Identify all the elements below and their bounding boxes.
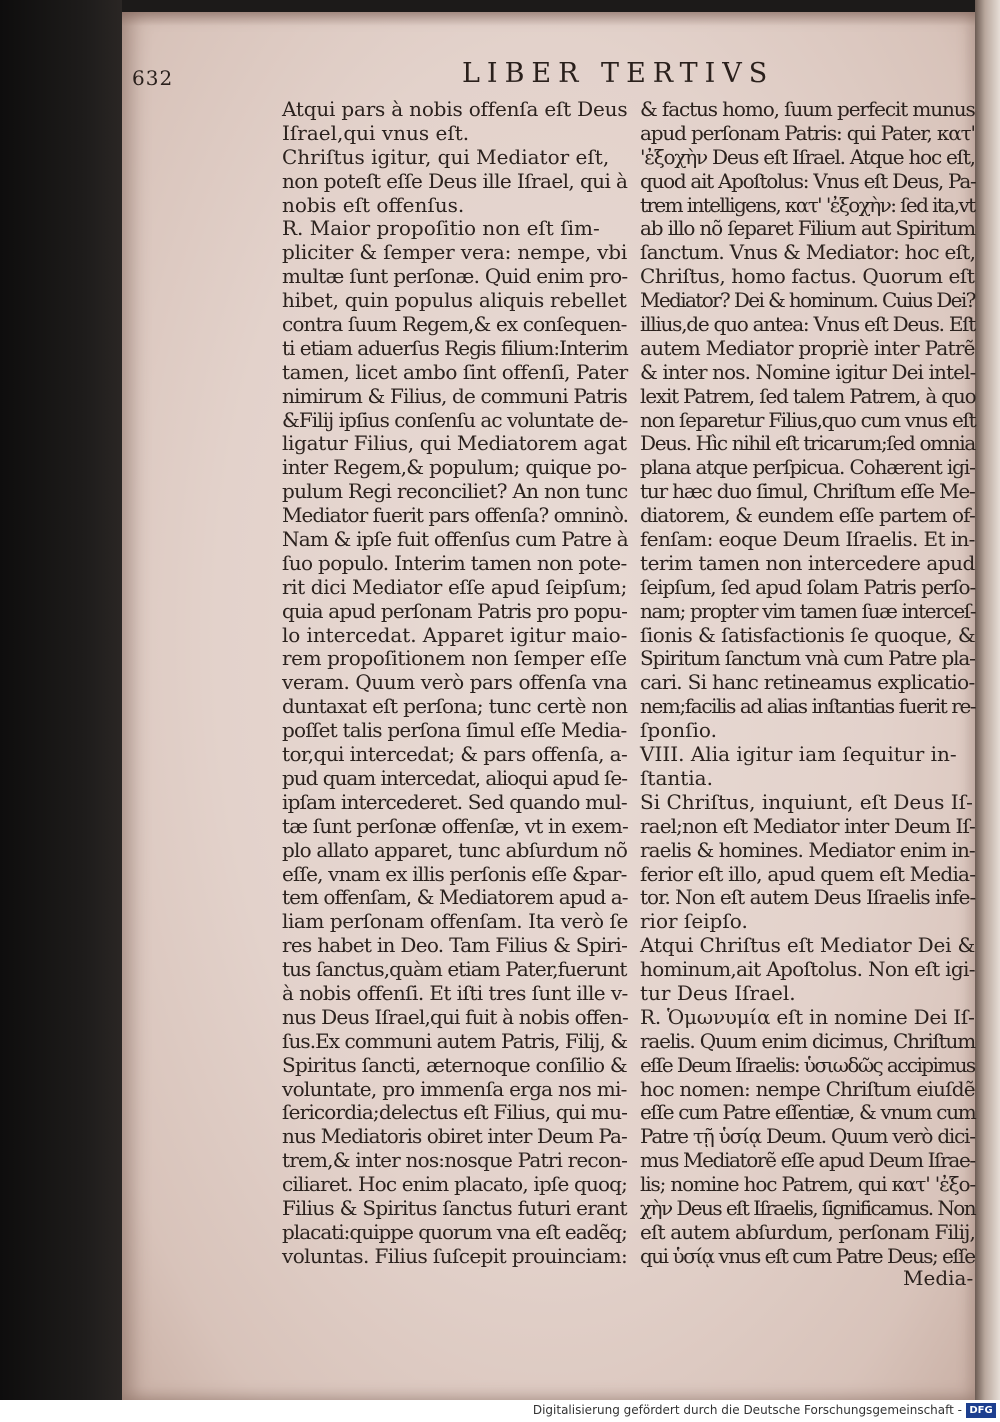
text-line: ti etiam aduerſus Regis filium:Interim	[282, 335, 628, 360]
text-line: poſſet talis perſona ſimul eſſe Media-	[282, 718, 627, 743]
text-line: Spiritum ſanctum vnà cum Patre pla-	[640, 646, 975, 671]
text-line: quia apud perſonam Patris pro popu-	[282, 598, 628, 623]
text-line: & inter nos. Nomine igitur Dei intel-	[640, 359, 976, 384]
text-line: hominum,ait Apoſtolus. Non eſt igi-	[640, 957, 975, 982]
text-line: ſanctum. Vnus & Mediator: hoc eſt,	[640, 240, 976, 265]
text-line: lis; nomine hoc Patrem, qui κατ' 'ἐξο-	[640, 1172, 975, 1197]
running-head	[132, 58, 792, 98]
text-line: ciliaret. Hoc enim placato, ipſe quoq;	[282, 1172, 628, 1197]
text-line: quod ait Apoſtolus: Vnus eſt Deus, Pa-	[640, 168, 976, 193]
text-line: veram. Quum verò pars offenſa vna	[282, 670, 628, 695]
text-line: tamen, licet ambo ſint offenſi, Pater	[282, 359, 628, 384]
text-line: non poteſt eſſe Deus ille Iſrael, qui à	[282, 168, 628, 193]
text-line: mus Mediatorẽ eſſe apud Deum Iſrae-	[640, 1148, 975, 1173]
text-line: voluntas. Filius ſuſcepit prouinciam:	[282, 1243, 628, 1268]
text-line: ferior eſt illo, apud quem eſt Media-	[640, 861, 976, 886]
text-line: 'ἐξοχὴν Deus eſt Iſrael. Atque hoc eſt,	[640, 144, 975, 169]
text-line: Chriſtus, homo factus. Quorum eſt	[640, 264, 975, 289]
text-line: rit dici Mediator eſſe apud ſeipſum;	[282, 574, 627, 599]
text-line: ſericordia;delectus eſt Filius, qui mu-	[282, 1100, 628, 1125]
text-line: ſponſio.	[640, 718, 717, 743]
text-line: cari. Si hanc retineamus explicatio-	[640, 670, 975, 695]
funding-notice: Digitalisierung gefördert durch die Deutsche Forschungsgemeinschaft -	[532, 1403, 962, 1417]
text-line: nimirum & Filius, de communi Patris	[282, 383, 627, 408]
page-title: LIBER TERTIVS	[462, 58, 775, 89]
text-line: ſtantia.	[640, 765, 713, 790]
text-line: Mediator fuerit pars offenſa? omninò.	[282, 503, 628, 528]
text-line: trem intelligens, κατ' 'ἐξοχὴν: ſed ita,vt	[640, 192, 975, 217]
text-line: ligatur Filius, qui Mediatorem agat	[282, 431, 627, 456]
text-line: trem,& inter nos:nosque Patri recon-	[282, 1148, 628, 1173]
text-line: inter Regem,& populum; quique po-	[282, 455, 627, 480]
text-line: tur Deus Iſrael.	[640, 980, 796, 1005]
left-text-column	[282, 98, 627, 1269]
text-line: Si Chriſtus, inquiunt, eſt Deus Iſ-	[640, 789, 973, 814]
text-line: pud quam intercedat, alioqui apud ſe-	[282, 765, 627, 790]
text-line: diatorem, & eundem eſſe partem of-	[640, 503, 975, 528]
text-line: Iſrael,qui vnus eſt.	[282, 120, 470, 145]
dfg-logo: DFG	[966, 1403, 996, 1418]
text-line: Deus. Hìc nihil eſt tricarum;ſed omnia	[640, 431, 975, 456]
text-line: raelis. Quum enim dicimus, Chriſtum	[640, 1028, 976, 1053]
text-line: eſſe cum Patre eſſentiæ, & vnum cum	[640, 1100, 976, 1125]
text-line: apud perſonam Patris: qui Pater, κατ'	[640, 120, 975, 145]
scan-left-margin	[0, 0, 122, 1400]
text-line: tus ſanctus,quàm etiam Pater,fuerunt	[282, 957, 627, 982]
text-line: tor. Non eſt autem Deus Iſraelis infe-	[640, 885, 976, 910]
text-line: tem offenſam, & Mediatorem apud a-	[282, 885, 628, 910]
text-line: tor,qui intercedat; & pars offenſa, a-	[282, 742, 628, 767]
text-line: Filius & Spiritus ſanctus futuri erant	[282, 1195, 627, 1220]
text-line: à nobis offenſi. Et iſti tres ſunt ille v-	[282, 980, 628, 1005]
text-line: hibet, quin populus aliquis rebellet	[282, 288, 627, 313]
text-line: plana atque perſpicua. Cohærent igi-	[640, 455, 975, 480]
text-line: contra ſuum Regem,& ex conſequen-	[282, 312, 627, 337]
text-line: lo intercedat. Apparet igitur maio-	[282, 622, 628, 647]
text-line: rael;non eſt Mediator inter Deum Iſ-	[640, 813, 975, 838]
right-text-column	[640, 98, 975, 1269]
text-line: voluntate, pro immenſa erga nos mi-	[282, 1076, 627, 1101]
text-line: liam perſonam offenſam. Ita verò ſe	[282, 909, 628, 934]
text-line: eſſe, vnam ex illis perſonis eſſe &par-	[282, 861, 627, 886]
text-line: pliciter & ſemper vera: nempe, vbi	[282, 240, 628, 265]
text-line: Atqui Chriſtus eſt Mediator Dei &	[640, 933, 976, 958]
text-line: terim tamen non intercedere apud	[640, 550, 975, 575]
text-line: Atqui pars à nobis offenſa eſt Deus	[282, 97, 628, 121]
text-line: Chriſtus igitur, qui Mediator eſt,	[282, 144, 610, 169]
text-line: fenſam: eoque Deum Iſraelis. Et in-	[640, 527, 975, 552]
digitization-footer	[0, 1400, 1000, 1422]
text-line: Nam & ipſe fuit offenſus cum Patre à	[282, 527, 628, 552]
text-line: eſt autem abſurdum, perſonam Filij,	[640, 1219, 975, 1244]
text-line: pulum Regi reconciliet? An non tunc	[282, 479, 628, 504]
text-line: qui ὑσίᾳ vnus eſt cum Patre Deus; eſſe	[640, 1243, 975, 1268]
text-line: nus Mediatoris obiret inter Deum Pa-	[282, 1124, 627, 1149]
text-line: tur hæc duo ſimul, Chriſtum eſſe Me-	[640, 479, 975, 504]
text-line: tæ ſunt perſonæ offenſæ, vt in exem-	[282, 813, 628, 838]
text-line: placati:quippe quorum vna eſt eadẽq;	[282, 1219, 627, 1244]
text-line: ſus.Ex communi autem Patris, Filij, &	[282, 1028, 628, 1053]
text-line: rem propoſitionem non ſemper eſſe	[282, 646, 627, 671]
text-line: ſionis & ſatisfactionis ſe quoque, &	[640, 622, 976, 647]
text-line: duntaxat eſt perſona; tunc certè non	[282, 694, 628, 719]
text-line: R. Ὁμωνυμία eſt in nomine Dei Iſ-	[640, 1004, 975, 1029]
text-line: rior ſeipſo.	[640, 909, 748, 934]
text-line: multæ ſunt perſonæ. Quid enim pro-	[282, 264, 628, 289]
text-line: illius,de quo antea: Vnus eſt Deus. Eſt	[640, 312, 976, 337]
text-line: hoc nomen: nempe Chriſtum eiuſdẽ	[640, 1076, 975, 1101]
text-line: nobis eſt offenſus.	[282, 192, 465, 217]
text-line: VIII. Alia igitur iam ſequitur in-	[640, 742, 957, 767]
scan-right-margin	[975, 0, 1000, 1400]
text-line: nus Deus Iſrael,qui fuit à nobis offen-	[282, 1004, 628, 1029]
text-line: ſuo populo. Interim tamen non pote-	[282, 550, 627, 575]
text-line: Spiritus ſancti, æternoque conſilio &	[282, 1052, 627, 1077]
text-line: ſeipſum, ſed apud ſolam Patris perſo-	[640, 574, 976, 599]
text-line: plo allato apparet, tunc abſurdum nõ	[282, 837, 628, 862]
text-line: ab illo nõ ſeparet Filium aut Spiritum	[640, 216, 975, 241]
text-line: raelis & homines. Mediator enim in-	[640, 837, 975, 862]
text-line: R. Maior propoſitio non eſt ſim-	[282, 216, 600, 241]
text-line: & factus homo, ſuum perfecit munus	[640, 97, 975, 121]
catchword: Media-	[903, 1266, 974, 1290]
text-line: Patre τῇ ὑσίᾳ Deum. Quum verò dici-	[640, 1124, 975, 1149]
text-line: &Filij ipſius conſenſu ac voluntate de-	[282, 407, 628, 432]
text-line: lexit Patrem, ſed talem Patrem, à quo	[640, 383, 976, 408]
text-line: Mediator? Dei & hominum. Cuius Dei?	[640, 288, 975, 313]
text-line: res habet in Deo. Tam Filius & Spiri-	[282, 933, 628, 958]
text-line: nam; propter vim tamen ſuæ interceſ-	[640, 598, 976, 623]
text-line: χὴν Deus eſt Iſraelis, ſignificamus. Non	[640, 1195, 976, 1220]
text-line: non ſeparetur Filius,quo cum vnus eſt	[640, 407, 976, 432]
page-number: 632	[132, 66, 174, 90]
text-line: ipſam intercederet. Sed quando mul-	[282, 789, 627, 814]
text-line: nem;facilis ad alias inſtantias fuerit re-	[640, 694, 976, 719]
text-line: autem Mediator propriè inter Patrẽ	[640, 335, 975, 360]
page-top-shadow	[122, 12, 975, 26]
text-line: eſſe Deum Iſraelis: ὑσιωδῶς accipimus	[640, 1052, 975, 1077]
